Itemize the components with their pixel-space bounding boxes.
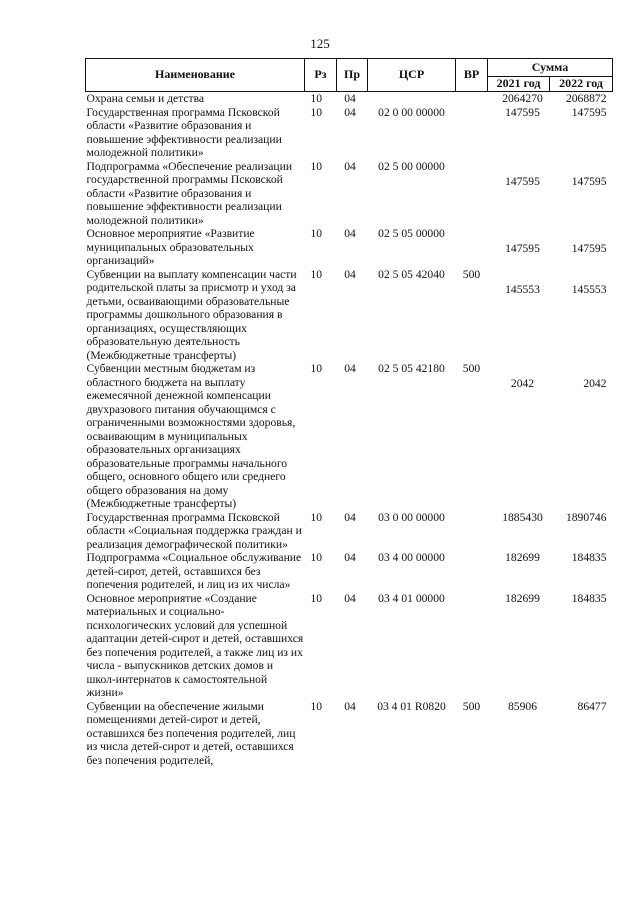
row-name: Подпрограмма «Социальное обслуживание детей-сирот, детей, оставшихся без попечения родителей, и лиц из их числа»: [86, 551, 302, 591]
row-sum-2022: 147595: [571, 105, 607, 119]
row-sum-2021: 147595: [505, 174, 540, 188]
row-pr: 04: [344, 510, 356, 524]
row-vr: 500: [462, 362, 481, 375]
page-number: 125: [310, 36, 330, 51]
row-csr: [368, 92, 456, 106]
row-sum-2021: 147595: [505, 105, 540, 119]
row-vr: [456, 92, 488, 106]
row-rz: 10: [310, 105, 323, 119]
row-name: Охрана семьи и детства: [86, 92, 305, 106]
row-name: Субвенции на выплату компенсации части родительской платы за присмотр и уход за детьми, осваивающими образовательные программы дошкольного образования в организациях, осуществляющих образовательную деятельность (Межбюджетные трансферты): [86, 267, 297, 362]
row-vr: [456, 227, 488, 268]
table-row: [86, 92, 613, 106]
row-sum-2021: 1885430: [502, 510, 543, 524]
header-csr: ЦСР: [368, 59, 456, 92]
row-sum-2022: 86477: [577, 699, 607, 713]
header-year-2021: 2021 год: [488, 77, 550, 92]
table-row: [86, 362, 613, 511]
header-rz: Рз: [305, 59, 337, 92]
row-rz: 10: [310, 227, 323, 240]
row-csr: 02 5 05 42040: [378, 267, 445, 281]
header-year-2022: 2022 год: [550, 77, 613, 92]
row-pr: 04: [344, 267, 356, 281]
row-sum-2022: 147595: [571, 174, 607, 188]
table-row: [86, 700, 613, 768]
row-pr: 04: [344, 105, 356, 119]
row-csr: 02 0 00 00000: [378, 105, 445, 119]
table-row: [86, 511, 613, 552]
row-name: Основное мероприятие «Создание материальных и социально-психологических условий для успешной адаптации детей-сирот и детей, оставшихся без попечения родителей, а также лиц из их числа - выпускников детских домов и школ-интернатов к самостоятельной жизни»: [86, 591, 304, 699]
table-row: [86, 592, 613, 700]
table-row: [86, 551, 613, 592]
row-sum-2022: 184835: [571, 551, 607, 564]
row-sum-2021: 2064270: [488, 92, 550, 106]
row-pr: 04: [344, 551, 356, 564]
row-sum-2022: 184835: [571, 591, 607, 605]
budget-table: [85, 58, 613, 767]
row-csr: 03 0 00 00000: [378, 510, 445, 524]
row-vr: [456, 160, 488, 228]
header-pr: Пр: [337, 59, 368, 92]
row-rz: 10: [310, 699, 323, 713]
row-pr: 04: [344, 362, 356, 375]
row-rz: 10: [310, 510, 323, 524]
header-name: Наименование: [86, 59, 305, 92]
row-vr: 500: [462, 699, 481, 713]
row-sum-2022: 2042: [583, 377, 607, 390]
header-sum: Сумма: [488, 59, 613, 77]
table-row: [86, 106, 613, 160]
table-row: [86, 227, 613, 268]
row-sum-2021: 2042: [510, 377, 535, 390]
row-sum-2022: 1890746: [565, 510, 607, 524]
row-name: Субвенции на обеспечение жилыми помещениями детей-сирот и детей, оставшихся без попечения родителей, лиц из числа детей-сирот и детей, оставшихся без попечения родителей,: [86, 699, 296, 767]
row-rz: 10: [305, 92, 337, 106]
row-csr: 03 4 01 00000: [378, 591, 445, 605]
row-sum-2021: 147595: [505, 242, 540, 255]
row-sum-2022: 145553: [571, 282, 607, 296]
row-sum-2021: 182699: [505, 591, 540, 605]
row-sum-2021: 182699: [505, 551, 540, 564]
row-sum-2021: 85906: [508, 699, 537, 713]
row-pr: 04: [344, 227, 356, 240]
row-name: Подпрограмма «Обеспечение реализации государственной программы Псковской области «Развитие образования и повышение эффективности реализации молодежной политики»: [86, 159, 293, 227]
row-vr: [456, 511, 488, 552]
row-vr: 500: [462, 267, 481, 281]
row-pr: 04: [337, 92, 368, 106]
header-vr: ВР: [456, 59, 488, 92]
row-pr: 04: [344, 591, 356, 605]
row-sum-2022: 147595: [571, 242, 607, 255]
table-row: [86, 160, 613, 228]
row-pr: 04: [344, 159, 356, 173]
row-csr: 03 4 00 00000: [378, 551, 445, 564]
row-rz: 10: [310, 362, 323, 375]
table-header: [86, 59, 613, 92]
row-csr: 02 5 05 42180: [378, 362, 445, 375]
table-row: [86, 268, 613, 363]
row-name: Основное мероприятие «Развитие муниципальных образовательных организаций»: [86, 227, 255, 267]
row-vr: [456, 592, 488, 700]
row-pr: 04: [344, 699, 356, 713]
row-rz: 10: [310, 267, 323, 281]
row-rz: 10: [310, 159, 323, 173]
row-name: Субвенции местным бюджетам из областного бюджета на выплату ежемесячной денежной компенсации двухразового питания обучающимся с ограниченными возможностями здоровья, осваивающим в муниципальных образовательных организациях образовательные программы начального общего, основного общего или среднего общего образования на дому (Межбюджетные трансферты): [86, 362, 296, 510]
row-sum-2022: 2068872: [550, 92, 613, 106]
row-sum-2021: 145553: [505, 282, 540, 296]
row-rz: 10: [310, 551, 323, 564]
table-body: [86, 92, 613, 768]
row-name: Государственная программа Псковской области «Развитие образования и повышение эффективности реализации молодежной политики»: [86, 105, 282, 159]
row-csr: 02 5 00 00000: [378, 159, 445, 173]
row-csr: 02 5 05 00000: [378, 227, 445, 240]
row-name: Государственная программа Псковской области «Социальная поддержка граждан и реализация демографической политики»: [86, 510, 302, 551]
row-vr: [456, 551, 488, 592]
row-csr: 03 4 01 R0820: [377, 699, 446, 713]
row-rz: 10: [310, 591, 323, 605]
row-vr: [456, 106, 488, 160]
